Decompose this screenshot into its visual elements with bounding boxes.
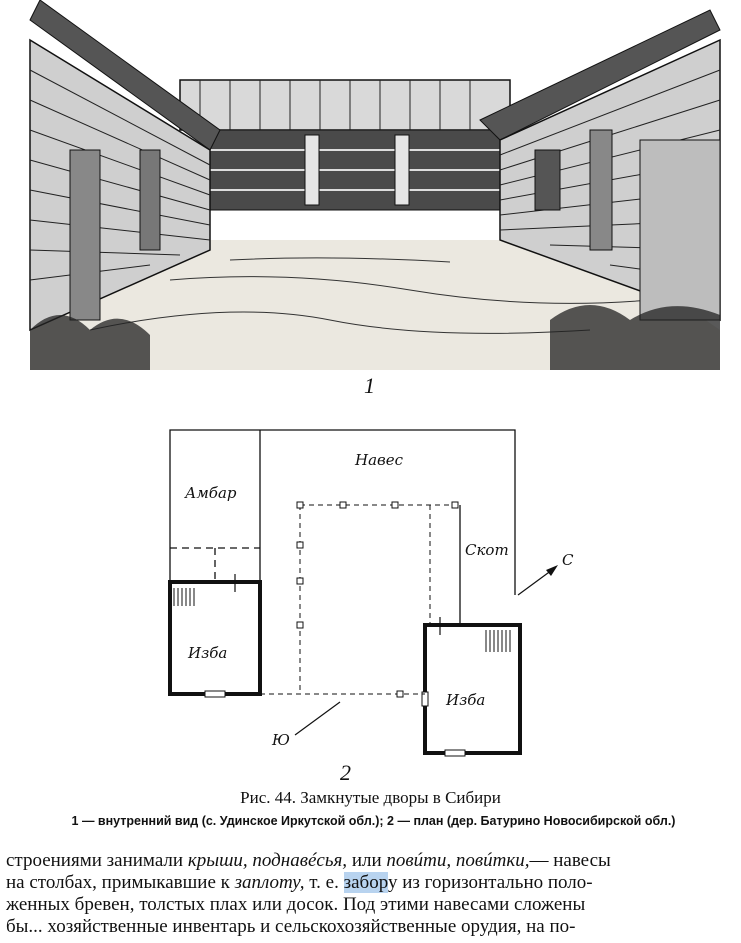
body-line-1 xyxy=(6,850,732,872)
body-line-2-a: на столбах, примыкавшие к xyxy=(6,872,235,893)
figure-caption-detail: 1 — внутренний вид (с. Удинское Иркутской обл.); 2 — план (дер. Батурино Новосибирской обл.) xyxy=(71,814,676,828)
body-line-1-c: или xyxy=(347,850,387,871)
body-line-2-c: т. е. xyxy=(304,872,344,893)
body-line-3: женных бревен, толстых плах или досок. Под этими навесами сложены xyxy=(6,894,586,915)
figure-caption: Рис. 44. Замкнутые дворы в Сибири xyxy=(240,788,501,807)
plan-label-south: Ю xyxy=(272,731,290,749)
body-line-2 xyxy=(6,872,732,894)
plan-label-izba-left: Изба xyxy=(188,644,228,662)
plan-label-north: С xyxy=(562,551,574,569)
figure-part-1-number: 1 xyxy=(364,373,375,398)
plan-label-ambar: Амбар xyxy=(185,484,237,502)
body-line-4: бы... хозяйственные инвентарь и сельскохозяйственные орудия, на по- xyxy=(6,916,576,937)
body-highlight-selection[interactable]: забор xyxy=(343,872,388,893)
body-line-2-e: у из горизонтально поло- xyxy=(387,872,593,893)
body-term-poviti: повúти, повúтки, xyxy=(386,850,530,871)
figure-part-2-number: 2 xyxy=(340,760,351,785)
plan-label-skot: Скот xyxy=(465,541,509,559)
body-text xyxy=(6,850,732,943)
plan-label-izba-right: Изба xyxy=(446,691,486,709)
body-line-1-e: — навесы xyxy=(529,850,611,871)
body-term-kryshi: крыши, поднавéсья, xyxy=(187,850,348,871)
courtyard-illustration xyxy=(30,0,720,370)
courtyard-plan xyxy=(150,420,574,765)
body-line-1-a: строениями занимали xyxy=(6,850,188,871)
plan-label-naves: Навес xyxy=(355,451,404,469)
izba-left-walls xyxy=(170,582,260,694)
body-term-zaplot: заплоту, xyxy=(234,872,305,893)
